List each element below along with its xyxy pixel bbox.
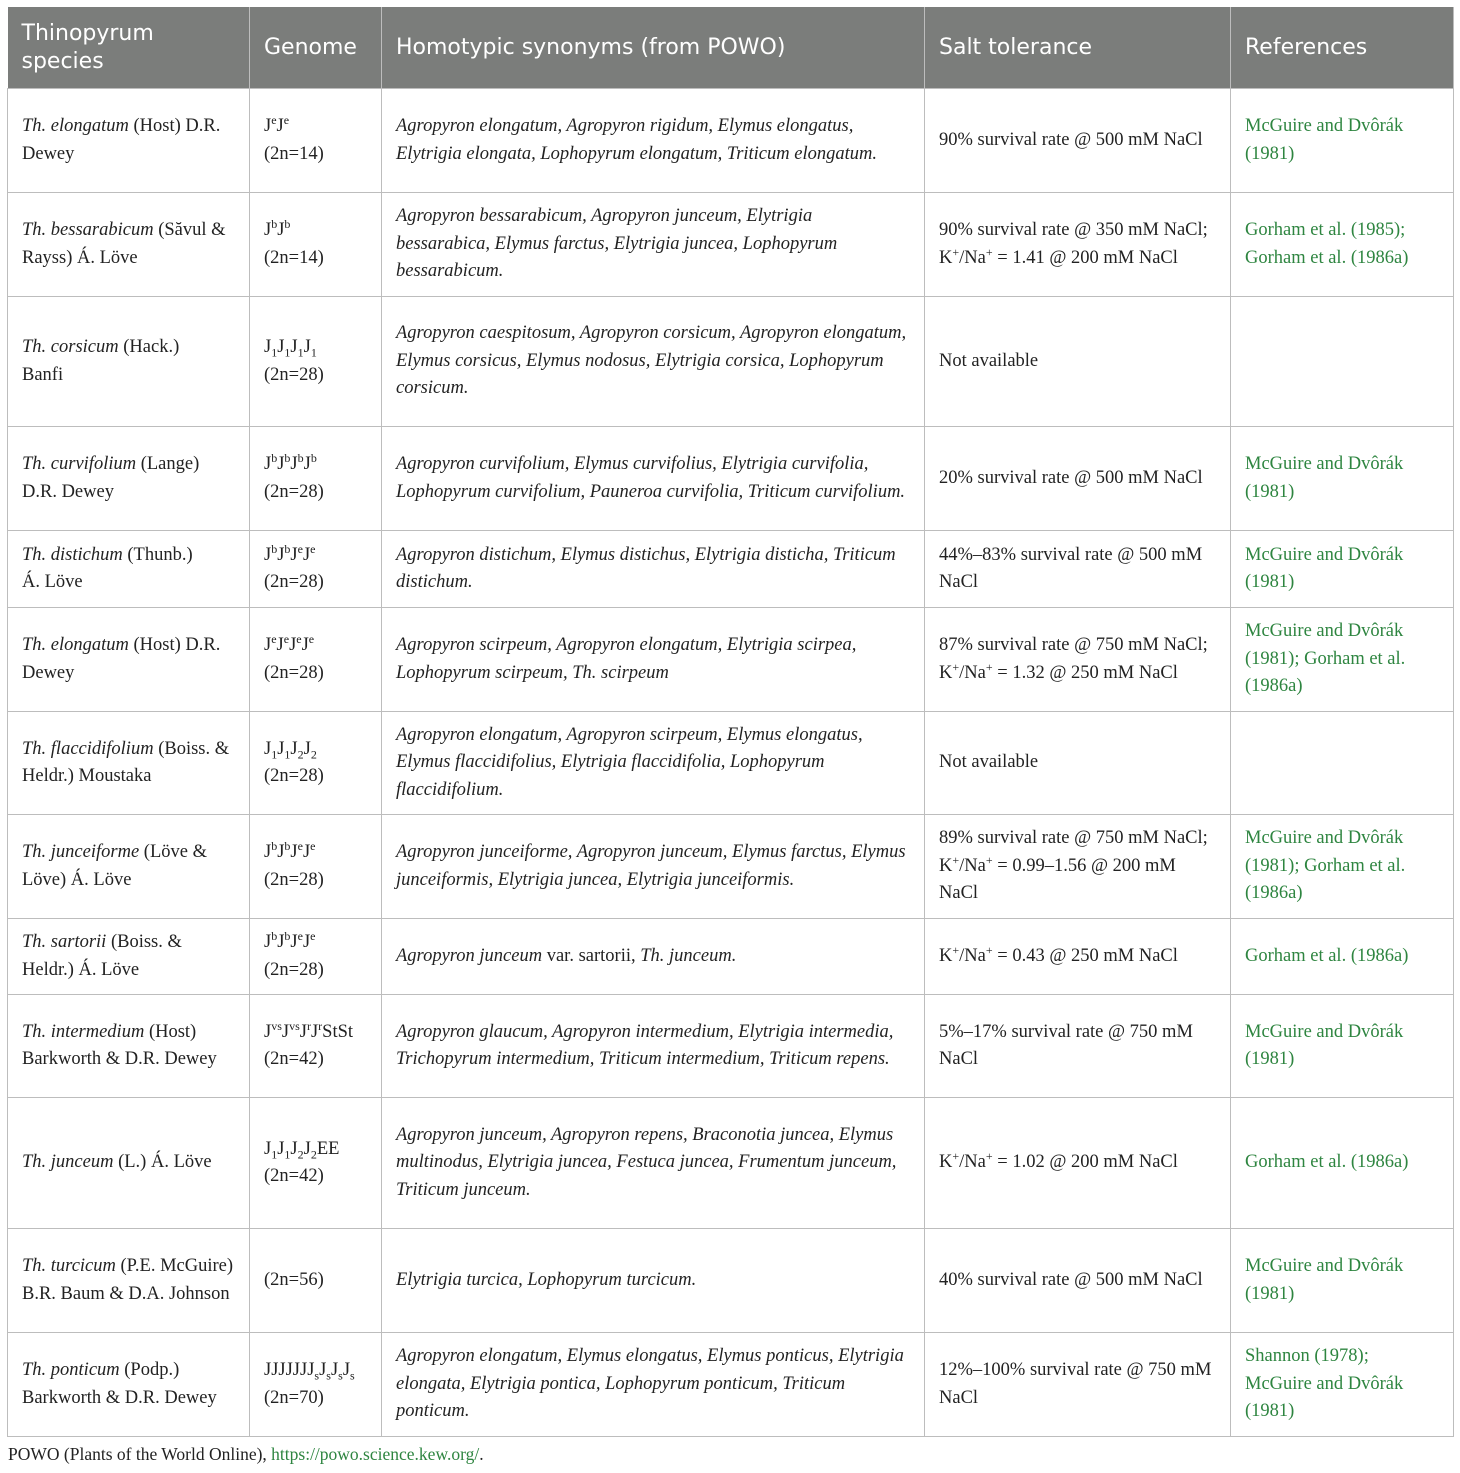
genome-text: b: [271, 541, 278, 556]
genome-text: J: [277, 932, 285, 952]
species-cell: [8, 815, 250, 919]
genome-text: J: [342, 1360, 351, 1380]
genome-text: 1: [271, 1147, 278, 1162]
salt-tolerance-cell: [925, 1229, 1231, 1333]
salt-text: 90% survival rate @ 500 mM NaCl: [939, 129, 1203, 150]
salt-text: = 0.43 @ 250 mM NaCl: [992, 945, 1178, 966]
genome-text: (2n=14): [264, 247, 324, 268]
genome-text: e: [283, 112, 290, 127]
salt-text: /Na: [959, 1152, 986, 1173]
genome-cell: [250, 995, 382, 1098]
genome-text: e: [271, 631, 277, 646]
salt-text: +: [985, 244, 993, 259]
species-text: Th. junceum: [22, 1152, 114, 1173]
table-row: [8, 608, 1454, 712]
genome-text: (2n=28): [264, 572, 324, 592]
genome-text: J: [289, 635, 297, 655]
genome-text: J: [290, 337, 298, 357]
genome-text: 1: [297, 345, 304, 360]
references-cell: [1231, 608, 1454, 712]
genome-text: J: [277, 842, 285, 862]
header-references: References: [1231, 7, 1454, 89]
reference-link[interactable]: Shannon (1978); McGuire and Dvôrák (1981): [1245, 1346, 1404, 1422]
species-text: (Löve & Löve) Á. Löve: [22, 842, 207, 890]
synonyms-cell: [382, 995, 925, 1098]
species-text: (Host) D.R. Dewey: [22, 116, 221, 164]
table-row: [8, 919, 1454, 995]
genome-text: J: [277, 544, 285, 565]
genome-text: J: [277, 220, 285, 240]
genome-text: (2n=28): [264, 766, 324, 786]
genome-text: J: [303, 337, 311, 357]
synonyms-cell: [382, 531, 925, 608]
salt-text: +: [952, 659, 960, 674]
table-row: [8, 1333, 1454, 1437]
genome-text: (2n=14): [264, 143, 324, 164]
footnote-text: POWO (Plants of the World Online),: [8, 1444, 272, 1464]
salt-tolerance-cell: [925, 995, 1231, 1098]
reference-link[interactable]: McGuire and Dvôrák (1981): [1245, 1021, 1404, 1069]
genome-text: J: [319, 1360, 327, 1380]
genome-text: J: [264, 220, 272, 240]
genome-text: J: [264, 635, 272, 655]
genome-text: s: [350, 1368, 355, 1383]
genome-text: 1: [284, 747, 291, 762]
genome-text: J: [303, 1138, 311, 1159]
genome-text: 2: [310, 747, 317, 762]
genome-text: J: [290, 738, 298, 759]
genome-text: 1: [284, 1147, 291, 1162]
species-cell: [8, 608, 250, 712]
synonyms-text: Agropyron glaucum, Agropyron intermedium, Elytrigia intermedia, Trichopyrum intermedium, Triticum intermedium, Triticum repens.: [396, 1021, 894, 1069]
synonyms-text: Th. junceum.: [640, 945, 737, 966]
header-genome: Genome: [250, 7, 382, 89]
species-text: Th. intermedium: [22, 1021, 145, 1042]
reference-link[interactable]: Gorham et al. (1986a): [1245, 1152, 1409, 1173]
genome-text: (2n=28): [264, 959, 324, 980]
synonyms-text: Agropyron distichum, Elymus distichus, Elytrigia disticha, Triticum distichum.: [396, 544, 896, 592]
salt-text: = 1.41 @ 200 mM NaCl: [992, 247, 1178, 268]
species-cell: [8, 89, 250, 193]
footnote: [8, 1444, 484, 1465]
synonyms-text: Elytrigia turcica, Lophopyrum turcicum.: [396, 1269, 697, 1290]
reference-link[interactable]: Gorham et al. (1986a): [1245, 945, 1409, 966]
genome-text: J: [307, 1360, 315, 1380]
genome-text: 2: [297, 1147, 304, 1162]
genome-text: b: [310, 450, 317, 465]
genome-text: (2n=28): [264, 481, 324, 502]
salt-tolerance-cell: [925, 193, 1231, 297]
salt-tolerance-cell: [925, 531, 1231, 608]
header-synonyms: Homotypic synonyms (from POWO): [382, 7, 925, 89]
genome-text: r: [318, 1018, 323, 1033]
salt-text: 90% survival rate @ 350 mM NaCl; K: [939, 220, 1208, 268]
genome-text: (2n=28): [264, 869, 324, 890]
species-cell: [8, 531, 250, 608]
genome-text: J: [264, 738, 272, 759]
references-cell: [1231, 297, 1454, 427]
species-text: Th. turcicum: [22, 1256, 116, 1276]
species-text: (Podp.) Barkworth & D.R. Dewey: [22, 1360, 217, 1408]
genome-text: e: [310, 541, 316, 556]
species-text: Th. corsicum: [22, 337, 119, 357]
species-text: (Boiss. & Heldr.) Á. Löve: [22, 932, 182, 980]
genome-text: J: [310, 1021, 319, 1042]
species-cell: [8, 193, 250, 297]
synonyms-cell: [382, 712, 925, 815]
genome-text: J: [290, 544, 298, 565]
genome-text: 2: [310, 1147, 317, 1162]
reference-link[interactable]: McGuire and Dvôrák (1981); Gorham et al. (1986a): [1245, 621, 1406, 697]
salt-text: +: [985, 1149, 993, 1164]
genome-text: e: [297, 928, 303, 943]
genome-text: J: [264, 544, 272, 565]
synonyms-text: Agropyron elongatum, Elymus elongatus, Elymus ponticus, Elytrigia elongata, Elytrigia pontica, Lophopyrum ponticum, Triticum ponticum.: [396, 1346, 904, 1422]
species-cell: [8, 919, 250, 995]
genome-text: JJJJJJ: [264, 1360, 308, 1380]
salt-text: /Na: [959, 855, 986, 876]
reference-link[interactable]: McGuire and Dvôrák (1981); Gorham et al. (1986a): [1245, 828, 1406, 904]
genome-text: J: [330, 1360, 339, 1380]
table-row: [8, 1229, 1454, 1333]
salt-text: K: [939, 945, 953, 966]
footnote-end: .: [479, 1444, 484, 1464]
genome-cell: [250, 297, 382, 427]
synonyms-cell: [382, 919, 925, 995]
synonyms-cell: [382, 193, 925, 297]
table-row: [8, 427, 1454, 531]
references-cell: [1231, 193, 1454, 297]
genome-text: J: [303, 738, 311, 759]
genome-text: J: [277, 1138, 285, 1159]
synonyms-cell: [382, 89, 925, 193]
genome-text: J: [299, 1021, 307, 1042]
synonyms-cell: [382, 1333, 925, 1437]
synonyms-cell: [382, 1229, 925, 1333]
genome-text: e: [310, 838, 316, 853]
genome-text: J: [277, 337, 285, 357]
genome-cell: [250, 1098, 382, 1229]
genome-text: J: [264, 932, 272, 952]
species-text: (L.) Á. Löve: [113, 1152, 212, 1173]
genome-text: b: [271, 838, 278, 853]
genome-text: 1: [284, 345, 291, 360]
species-cell: [8, 1098, 250, 1229]
genome-text: J: [264, 842, 272, 862]
genome-text: 1: [271, 345, 278, 360]
genome-text: e: [308, 631, 315, 646]
references-cell: [1231, 995, 1454, 1098]
salt-text: +: [985, 852, 993, 867]
salt-tolerance-cell: [925, 89, 1231, 193]
genome-text: J: [290, 454, 298, 474]
genome-text: J: [302, 932, 311, 952]
salt-text: K: [939, 1152, 953, 1173]
salt-tolerance-cell: [925, 1333, 1231, 1437]
salt-tolerance-cell: [925, 1098, 1231, 1229]
genome-text: vs: [289, 1018, 300, 1033]
species-text: (Boiss. & Heldr.) Moustaka: [22, 738, 230, 786]
genome-text: J: [264, 337, 272, 357]
powo-link[interactable]: https://powo.science.kew.org/: [271, 1444, 480, 1464]
genome-text: b: [271, 450, 278, 465]
salt-text: = 1.32 @ 250 mM NaCl: [992, 662, 1178, 683]
salt-tolerance-cell: [925, 297, 1231, 427]
thinopyrum-table: [7, 7, 1454, 1437]
reference-link[interactable]: McGuire and Dvôrák (1981): [1245, 454, 1404, 502]
table-row: [8, 712, 1454, 815]
genome-text: e: [297, 838, 303, 853]
reference-link[interactable]: McGuire and Dvôrák (1981): [1245, 544, 1404, 592]
salt-text: 40% survival rate @ 500 mM NaCl: [939, 1269, 1203, 1290]
table-row: [8, 815, 1454, 919]
genome-text: StSt (2n=42): [264, 1021, 354, 1069]
salt-text: /Na: [959, 945, 986, 966]
salt-text: /Na: [959, 662, 986, 683]
genome-text: J: [281, 1021, 290, 1042]
salt-tolerance-cell: [925, 712, 1231, 815]
genome-text: J: [290, 932, 298, 952]
references-cell: [1231, 919, 1454, 995]
salt-text: 89% survival rate @ 750 mM NaCl; K: [939, 828, 1208, 876]
salt-text: 44%–83% survival rate @ 500 mM NaCl: [939, 544, 1203, 592]
salt-text: /Na: [959, 247, 986, 268]
genome-text: e: [310, 928, 316, 943]
species-text: (Host) D.R. Dewey: [22, 635, 221, 683]
species-cell: [8, 297, 250, 427]
synonyms-text: Agropyron junceum: [396, 945, 543, 966]
genome-text: 1: [271, 747, 278, 762]
references-cell: [1231, 712, 1454, 815]
synonyms-text: var. sartorii,: [542, 945, 641, 966]
genome-text: b: [284, 928, 291, 943]
salt-text: Not available: [939, 752, 1039, 773]
reference-link[interactable]: McGuire and Dvôrák (1981): [1245, 1256, 1404, 1304]
table-row: [8, 995, 1454, 1098]
species-text: Th. sartorii: [22, 932, 107, 952]
species-cell: [8, 1333, 250, 1437]
salt-text: +: [952, 244, 960, 259]
species-text: Th. curvifolium: [22, 454, 137, 474]
reference-link[interactable]: Gorham et al. (1985); Gorham et al. (1986a): [1245, 220, 1409, 268]
references-cell: [1231, 1229, 1454, 1333]
genome-text: J: [264, 1138, 272, 1159]
genome-text: b: [284, 541, 291, 556]
species-text: Th. distichum: [22, 544, 123, 565]
genome-text: s: [326, 1368, 331, 1383]
genome-text: (2n=28): [264, 662, 324, 683]
species-text: (Lange) D.R. Dewey: [22, 454, 200, 502]
species-text: Th. elongatum: [22, 116, 129, 136]
genome-cell: [250, 89, 382, 193]
salt-text: +: [952, 942, 960, 957]
references-cell: [1231, 1333, 1454, 1437]
genome-cell: [250, 1229, 382, 1333]
table-row: [8, 193, 1454, 297]
genome-text: 2: [297, 747, 304, 762]
genome-cell: [250, 608, 382, 712]
genome-text: J: [290, 1138, 298, 1159]
synonyms-cell: [382, 427, 925, 531]
references-cell: [1231, 427, 1454, 531]
salt-text: +: [952, 1149, 960, 1164]
synonyms-text: Agropyron curvifolium, Elymus curvifolius, Elytrigia curvifolia, Lophopyrum curvifolium, Pauneroa curvifolia, Triticum curvifolium.: [396, 454, 906, 502]
table-row: [8, 1098, 1454, 1229]
salt-tolerance-cell: [925, 815, 1231, 919]
genome-text: e: [283, 631, 290, 646]
genome-text: J: [276, 635, 284, 655]
synonyms-text: Agropyron scirpeum, Agropyron elongatum, Elytrigia scirpea, Lophopyrum scirpeum, Th. scirpeum: [396, 635, 857, 683]
genome-cell: [250, 712, 382, 815]
synonyms-text: Agropyron junceum, Agropyron repens, Braconotia juncea, Elymus multinodus, Elytrigia juncea, Festuca juncea, Frumentum junceum, Triticum junceum.: [396, 1124, 897, 1200]
genome-text: b: [297, 450, 304, 465]
table-row: [8, 89, 1454, 193]
species-cell: [8, 1229, 250, 1333]
salt-text: 5%–17% survival rate @ 750 mM NaCl: [939, 1021, 1193, 1069]
genome-text: (2n=28): [264, 364, 324, 385]
species-cell: [8, 995, 250, 1098]
synonyms-cell: [382, 297, 925, 427]
genome-text: (2n=56): [264, 1269, 324, 1290]
references-cell: [1231, 89, 1454, 193]
genome-text: vs: [271, 1018, 282, 1033]
genome-text: e: [297, 541, 303, 556]
genome-text: e: [296, 631, 302, 646]
references-cell: [1231, 815, 1454, 919]
salt-text: +: [952, 852, 960, 867]
synonyms-text: Agropyron junceiforme, Agropyron junceum, Elymus farctus, Elymus junceiformis, Elytrigia juncea, Elytrigia junceiformis.: [396, 842, 906, 890]
species-text: (Host) Barkworth & D.R. Dewey: [22, 1021, 217, 1069]
salt-text: = 1.02 @ 200 mM NaCl: [992, 1152, 1178, 1173]
species-text: Th. elongatum: [22, 635, 129, 655]
genome-cell: [250, 919, 382, 995]
genome-text: J: [264, 454, 272, 474]
genome-text: J: [264, 116, 272, 136]
genome-text: s: [338, 1368, 343, 1383]
genome-cell: [250, 427, 382, 531]
header-species: Thinopyrum species: [8, 7, 250, 89]
salt-tolerance-cell: [925, 919, 1231, 995]
genome-text: J: [301, 635, 309, 655]
genome-text: b: [284, 838, 291, 853]
salt-tolerance-cell: [925, 427, 1231, 531]
genome-text: J: [302, 842, 311, 862]
salt-tolerance-cell: [925, 608, 1231, 712]
genome-text: 1: [310, 345, 317, 360]
genome-text: J: [303, 454, 311, 474]
synonyms-text: Agropyron bessarabicum, Agropyron junceum, Elytrigia bessarabica, Elymus farctus, Elytrigia juncea, Lophopyrum bessarabicum.: [396, 206, 838, 282]
species-text: (Thunb.) Á. Löve: [22, 544, 193, 592]
salt-text: 20% survival rate @ 500 mM NaCl: [939, 467, 1203, 488]
genome-text: J: [277, 738, 285, 759]
species-text: Th. ponticum: [22, 1360, 120, 1380]
table-row: [8, 531, 1454, 608]
genome-text: J: [264, 1021, 272, 1042]
references-cell: [1231, 1098, 1454, 1229]
references-cell: [1231, 531, 1454, 608]
species-cell: [8, 712, 250, 815]
synonyms-text: Agropyron elongatum, Agropyron rigidum, Elymus elongatus, Elytrigia elongata, Lophopyrum elongatum, Triticum elongatum.: [396, 116, 877, 164]
synonyms-text: Agropyron caespitosum, Agropyron corsicum, Agropyron elongatum, Elymus corsicus, Elymus nodosus, Elytrigia corsica, Lophopyrum corsicum.: [396, 323, 907, 399]
salt-text: = 0.99–1.56 @ 200 mM NaCl: [939, 855, 1176, 904]
synonyms-text: Agropyron elongatum, Agropyron scirpeum, Elymus elongatus, Elymus flaccidifolius, Elytrigia flaccidifolia, Lophopyrum flaccidifolium.: [396, 724, 863, 800]
genome-text: EE (2n=42): [264, 1138, 340, 1186]
genome-cell: [250, 815, 382, 919]
genome-cell: [250, 531, 382, 608]
species-text: Th. bessarabicum: [22, 220, 154, 240]
salt-text: +: [985, 942, 993, 957]
salt-text: +: [985, 659, 993, 674]
species-text: (P.E. McGuire) B.R. Baum & D.A. Johnson: [22, 1256, 234, 1304]
species-text: Th. flaccidifolium: [22, 738, 154, 759]
genome-text: b: [284, 450, 291, 465]
header-row: [8, 7, 1454, 89]
reference-link[interactable]: McGuire and Dvôrák (1981): [1245, 116, 1404, 164]
salt-text: 12%–100% survival rate @ 750 mM NaCl: [939, 1360, 1212, 1408]
species-text: Th. junceiforme: [22, 842, 140, 862]
genome-text: b: [271, 216, 278, 231]
table-row: [8, 297, 1454, 427]
genome-text: J: [276, 116, 284, 136]
genome-text: b: [284, 216, 291, 231]
genome-text: e: [271, 112, 277, 127]
species-text: (Săvul & Rayss) Á. Löve: [22, 220, 226, 268]
genome-cell: [250, 1333, 382, 1437]
salt-text: 87% survival rate @ 750 mM NaCl; K: [939, 635, 1208, 683]
species-cell: [8, 427, 250, 531]
genome-text: b: [271, 928, 278, 943]
species-text: (Hack.) Banfi: [22, 337, 180, 385]
genome-text: s: [314, 1368, 320, 1383]
genome-text: J: [277, 454, 285, 474]
genome-text: J: [290, 842, 298, 862]
genome-text: r: [306, 1018, 311, 1033]
synonyms-cell: [382, 608, 925, 712]
genome-cell: [250, 193, 382, 297]
genome-text: J: [302, 544, 311, 565]
synonyms-cell: [382, 815, 925, 919]
genome-text: (2n=70): [264, 1387, 324, 1408]
header-salt-tolerance: Salt tolerance: [925, 7, 1231, 89]
synonyms-cell: [382, 1098, 925, 1229]
salt-text: Not available: [939, 350, 1039, 371]
